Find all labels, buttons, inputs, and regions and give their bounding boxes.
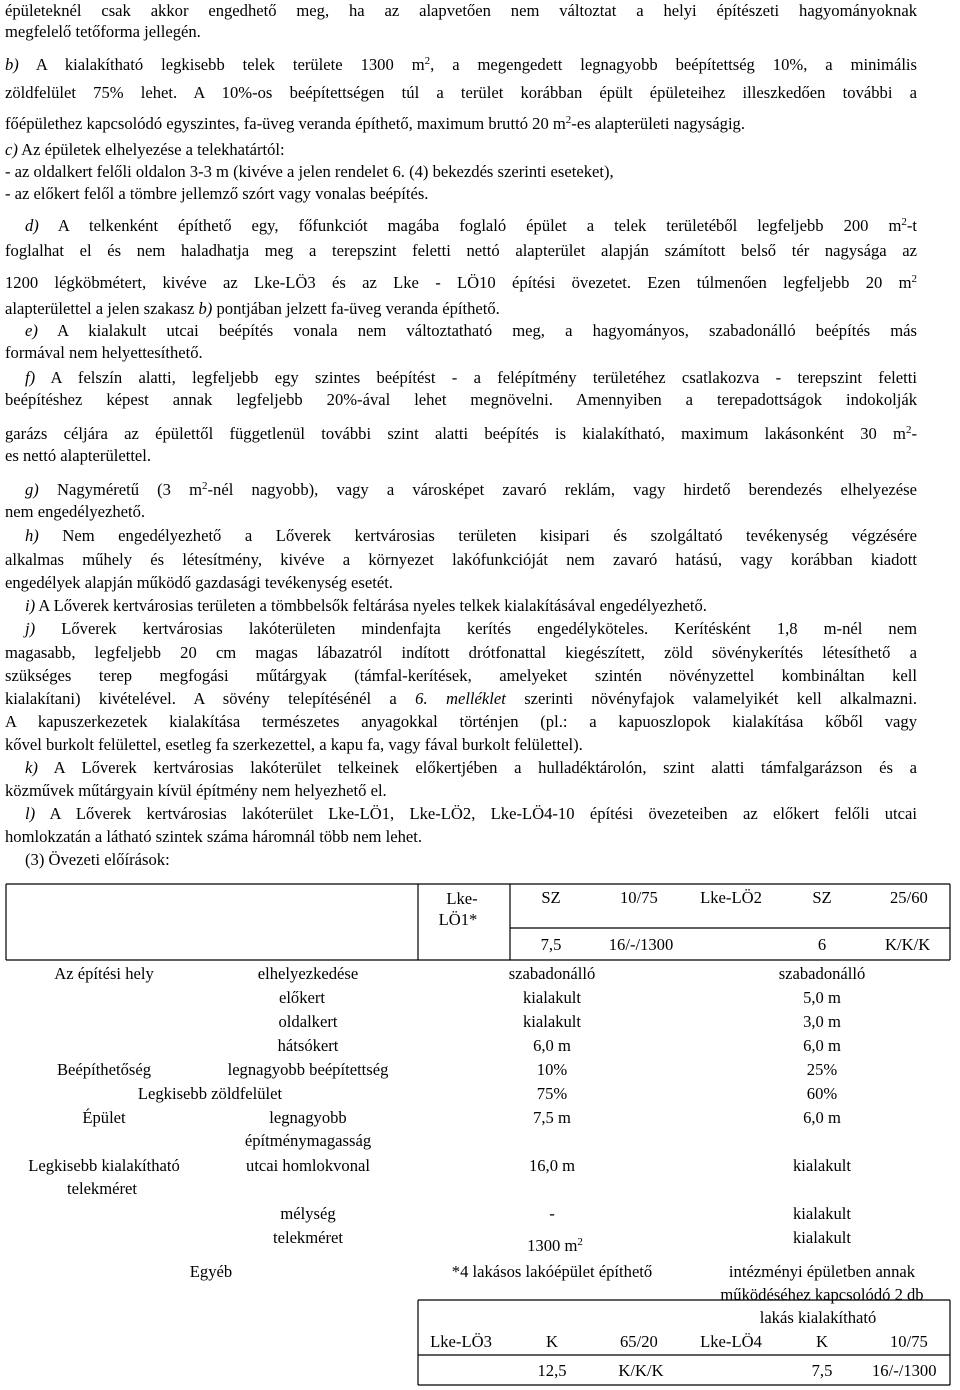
para-label: j) — [25, 619, 36, 638]
text-line: beépítéshez képest annak legfeljebb 20%-ával lehet megnövelni. Amennyiben a terepadottságok indokolják — [5, 390, 917, 409]
table-cell: 6,0 m — [803, 1108, 841, 1127]
superscript: 2 — [905, 424, 912, 436]
annex-reference: 6. melléklet — [415, 689, 506, 708]
text-line: engedélyek alapján működő gazdasági tevékenység esetét. — [5, 573, 393, 592]
table-cell: 6 — [817, 935, 827, 954]
text-fragment: A telkenként építhető egy, főfunkciót magába foglaló épület a telek területéből legfeljebb 200 m — [38, 216, 902, 235]
table-cell — [527, 1236, 583, 1256]
table-cell: SZ — [541, 888, 561, 907]
superscript: 2 — [901, 216, 907, 228]
table-cell: 25/60 — [890, 888, 928, 907]
text-line — [5, 526, 917, 546]
table-cell: K — [816, 1332, 828, 1351]
text-line: szükséges terep megfogási műtárgyak (támfal-kerítések, amelyeket szintén növényzettel kombináltan kell — [5, 666, 917, 685]
table-cell: 3,0 m — [803, 1012, 841, 1031]
table-cell: 65/20 — [620, 1332, 658, 1351]
para-label: d) — [25, 216, 39, 235]
para-label: b) — [5, 55, 19, 74]
table-cell: 7,5 — [811, 1361, 833, 1380]
table-cell: működéséhez kapcsolódó 2 db — [720, 1285, 924, 1304]
table-cell: lakás kialakítható — [759, 1308, 877, 1327]
text-line: nem engedélyezhető. — [5, 502, 146, 521]
text-line: - az előkert felől a tömbre jellemző szórt vagy vonalas beépítés. — [5, 184, 429, 203]
text-fragment: , a megengedett legnagyobb beépítettség 10%, a minimális — [430, 55, 917, 74]
table-cell: 16/-/1300 — [872, 1361, 937, 1380]
text-line: magasabb, legfeljebb 20 cm magas lábazatról indított drótfonattal kiegészített, zöld sövénykerítés létesíthető a — [5, 643, 917, 662]
superscript: 2 — [424, 55, 431, 67]
superscript: 2 — [577, 1236, 583, 1248]
table-cell: utcai homlokvonal — [246, 1156, 370, 1175]
table-cell: 7,5 m — [533, 1108, 571, 1127]
text-line — [5, 140, 285, 160]
table-cell: szabadonálló — [508, 964, 596, 983]
text-line: A kapuszerkezetek kialakítása természetes anyagokkal történjen (pl.: a kapuoszlopok kialakítása kőből vagy — [5, 712, 917, 731]
text-line: es nettó alapterülettel. — [5, 446, 152, 465]
text-line — [5, 273, 917, 293]
table-cell: K — [546, 1332, 558, 1351]
table-cell: kialakult — [522, 1012, 582, 1031]
para-label: e) — [25, 321, 38, 340]
text-line — [5, 424, 917, 444]
table-cell: kialakult — [792, 1156, 852, 1175]
text-fragment: A Lőverek kertvárosias lakóterület telkeinek előkertjében a hulladéktárolón, szint alatti támfalgarázson és a — [37, 758, 917, 777]
table-cell: kialakult — [522, 988, 582, 1007]
para-label: c) — [5, 140, 18, 159]
table-cell: - — [549, 1204, 555, 1223]
table-cell: legnagyobb — [269, 1108, 347, 1127]
text-fragment: A Lőverek kertvárosias lakóterület Lke-LÖ1, Lke-LÖ2, Lke-LÖ4-10 építési övezeteiben az előkert felőli utcai — [35, 804, 917, 823]
text-fragment: -es alapterületi nagyságig. — [571, 114, 746, 133]
row-label: telekméret — [66, 1179, 138, 1198]
table-cell: kialakult — [792, 1228, 852, 1247]
text-fragment: kialakítani) kivételével. A sövény telepítésénél a — [5, 689, 416, 708]
table-cell: legnagyobb beépítettség — [227, 1060, 389, 1079]
table-cell: telekméret — [272, 1228, 344, 1247]
text-line — [5, 480, 917, 500]
table-cell: *4 lakásos lakóépület építhető — [451, 1262, 653, 1281]
text-line: épületeknél csak akkor engedhető meg, ha az alapvetően nem változtat a helyi építészeti hagyományoknak — [5, 1, 917, 20]
row-label: Legkisebb zöldfelület — [137, 1084, 283, 1103]
zone-code: Lke-LÖ2 — [700, 888, 762, 907]
table-cell: előkert — [278, 988, 326, 1007]
text-line — [5, 299, 500, 319]
para-label: b) — [198, 299, 213, 318]
para-label: f) — [25, 368, 36, 387]
text-line — [5, 321, 917, 341]
text-fragment: pontjában jelzett fa-üveg veranda építhető. — [212, 299, 500, 318]
text-line — [5, 689, 917, 709]
table-cell: 16/-/1300 — [608, 935, 674, 954]
text-fragment: Nem engedélyezhető a Lőverek kertvárosias területen kisipari és szolgáltató tevékenység végzésére — [38, 526, 917, 545]
text-line: foglalhat el és nem haladhatja meg a terepszint feletti nettó alapterület alapján számított belső tér nagysága az — [5, 241, 917, 260]
row-label: Legkisebb kialakítható — [28, 1156, 180, 1175]
text-fragment: Az épületek elhelyezése a telekhatártól: — [17, 140, 285, 159]
text-line: kővel burkolt felülettel, esetleg fa szerkezettel, a kapu fa, vagy fával burkolt felülettel). — [5, 735, 583, 754]
zone-code: Lke-LÖ4 — [700, 1332, 762, 1351]
para-label: i) — [25, 596, 36, 615]
para-label: g) — [25, 480, 39, 499]
text-fragment: szerinti növényfajok valamelyikét kell alkalmazni. — [505, 689, 917, 708]
text-fragment: -t — [906, 216, 917, 235]
table-cell: 10/75 — [620, 888, 658, 907]
table-cell: elhelyezkedése — [257, 964, 359, 983]
text-line — [25, 596, 707, 616]
text-fragment: főépülethez kapcsolódó egyszintes, fa-üveg veranda építhető, maximum bruttó 20 m — [5, 114, 566, 133]
table-cell: 10/75 — [890, 1332, 928, 1351]
zone-code: Lke-LÖ3 — [430, 1332, 492, 1351]
para-label: l) — [25, 804, 36, 823]
text-fragment: A felszín alatti, legfeljebb egy szintes beépítést - a felépítmény területéhez csatlakozva - terepszint feletti — [35, 368, 917, 387]
table-cell: mélység — [280, 1204, 336, 1223]
table-cell: 7,5 — [540, 935, 562, 954]
text-line: közművek műtárgyain kívül építmény nem helyezhető el. — [5, 781, 387, 800]
text-fragment: - — [911, 424, 917, 443]
text-line: homlokzatán a látható szintek száma háromnál több nem lehet. — [5, 827, 423, 846]
superscript: 2 — [911, 273, 917, 285]
row-label: Beépíthetőség — [56, 1060, 152, 1079]
zone-code: Lke- — [446, 889, 478, 908]
table-cell: 6,0 m — [533, 1036, 571, 1055]
text-line — [5, 368, 917, 388]
table-cell: oldalkert — [278, 1012, 338, 1031]
table-cell: kialakult — [792, 1204, 852, 1223]
text-line — [5, 804, 917, 824]
table-cell: 16,0 m — [528, 1156, 576, 1175]
table-cell: SZ — [812, 888, 832, 907]
text-fragment: 1300 m — [527, 1236, 578, 1255]
table-cell: szabadonálló — [778, 964, 866, 983]
row-label: Épület — [82, 1108, 126, 1127]
text-line: megfelelő tetőforma jellegén. — [5, 22, 201, 41]
para-label: h) — [25, 526, 39, 545]
table-cell: K/K/K — [885, 935, 931, 954]
zone-code: LÖ1* — [438, 910, 478, 929]
table-cell: 75% — [536, 1084, 568, 1103]
text-line — [5, 114, 745, 134]
row-label: Egyéb — [189, 1262, 233, 1281]
table-cell: 60% — [806, 1084, 838, 1103]
text-fragment: Lőverek kertvárosias lakóterületen mindenfajta kerítés engedélyköteles. Kerítésként 1,8 m-nél nem — [35, 619, 917, 638]
text-line — [5, 619, 917, 639]
text-fragment: A kialakítható legkisebb telek területe 1300 m — [18, 55, 425, 74]
table-cell: 12,5 — [537, 1361, 567, 1380]
table-cell: építménymagasság — [244, 1131, 372, 1150]
text-fragment: alapterülettel a jelen szakasz — [5, 299, 199, 318]
text-line — [5, 55, 917, 75]
para-label: k) — [25, 758, 38, 777]
table-cell: K/K/K — [618, 1361, 664, 1380]
section-heading: (3) Övezeti előírások: — [25, 850, 170, 869]
text-line — [5, 216, 917, 236]
text-line: alkalmas műhely és létesítmény, kivéve a környezet lakófunkcióját nem zavaró hatású, vagy korábban kiadott — [5, 550, 917, 569]
text-fragment: A Lőverek kertvárosias területen a tömbbelsők feltárása nyeles telkek kialakításával engedélyezhető. — [35, 596, 707, 615]
text-fragment: Nagyméretű (3 m — [38, 480, 203, 499]
text-fragment: garázs céljára az épülettől függetlenül további szint alatti beépítés is kialakítható, maximum lakásonként 30 m — [5, 424, 906, 443]
text-fragment: A kialakult utcai beépítés vonala nem változtatható meg, a hagyományos, szabadonálló beépítés más — [37, 321, 917, 340]
table-cell: intézményi épületben annak — [728, 1262, 916, 1281]
text-line — [5, 758, 917, 778]
superscript: 2 — [202, 480, 208, 492]
text-line: zöldfelület 75% lehet. A 10%-os beépítettségen túl a terület korábban épült épületeihez illeszkedően további a — [5, 83, 917, 102]
table-cell: 5,0 m — [803, 988, 841, 1007]
text-line: formával nem helyettesíthető. — [5, 343, 203, 362]
table-cell: 25% — [806, 1060, 838, 1079]
text-fragment: 1200 légköbmétert, kivéve az Lke-LÖ3 és az Lke - LÖ10 építési övezetet. Ezen túlmenően legfeljebb 20 m — [5, 273, 912, 292]
text-fragment: -nél nagyobb), vagy a városképet zavaró reklám, vagy hirdető berendezés elhelyezése — [207, 480, 917, 499]
table-cell: hátsókert — [277, 1036, 339, 1055]
superscript: 2 — [565, 114, 572, 126]
table-cell: 6,0 m — [803, 1036, 841, 1055]
text-line: - az oldalkert felőli oldalon 3-3 m (kivéve a jelen rendelet 6. (4) bekezdés szerinti eseteket), — [5, 162, 614, 181]
row-label: Az építési hely — [54, 964, 154, 983]
table-cell: 10% — [536, 1060, 568, 1079]
